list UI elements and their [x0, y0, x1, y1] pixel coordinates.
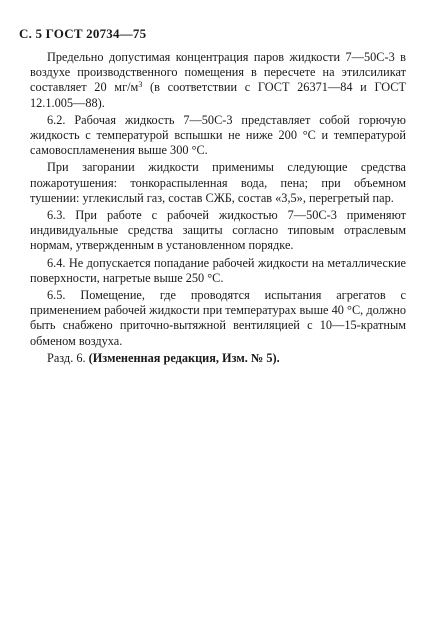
paragraph-6-5: 6.5. Помещение, где проводятся испытания агрегатов с применением рабочей жидкости при температурах выше 40 °С, должно быть снабжено приточно-вытяжной вентиляцией с 10—15-кратным обменом воздуха. [30, 288, 406, 348]
document-body [30, 50, 406, 366]
paragraph-6-2: 6.2. Рабочая жидкость 7—50С-3 представляет собой горючую жидкость с температурой вспышки не ниже 200 °С и температурой самовоспламенения выше 300 °С. [30, 112, 406, 158]
paragraph-section-note [30, 351, 406, 366]
paragraph-6-3: 6.3. При работе с рабочей жидкостью 7—50С-3 применяют индивидуальные средства защиты согласно типовым отраслевым нормам, утвержденным в установленном порядке. [30, 208, 406, 253]
paragraph-concentration-reference: (в соответствии с ГОСТ 26371—84 и ГОСТ 12.1.005—88). [30, 80, 407, 110]
page-header: С. 5 ГОСТ 20734—75 [19, 26, 147, 41]
paragraph-fire-extinguishing: При загорании жидкости применимы следующие средства пожаротушения: тонкораспыленная вода, пена; при объемном тушении: углекислый газ, состав СЖБ, состав «3,5», перегретый пар. [30, 160, 406, 205]
amendment-note: (Измененная редакция, Изм. № 5). [88, 350, 280, 365]
paragraph-6-4: 6.4. Не допускается попадание рабочей жидкости на металлические поверхности, нагретые выше 250 °С. [30, 255, 406, 285]
paragraph-concentration-text: Предельно допустимая концентрация паров жидкости 7—50С-3 в воздухе производственного помещения в пересчете на этилсиликат составляет 20 мг/м [30, 50, 406, 95]
section-note-prefix: Разд. 6. [47, 350, 89, 365]
superscript-cubed: 3 [138, 80, 143, 90]
paragraph-concentration [30, 50, 406, 111]
